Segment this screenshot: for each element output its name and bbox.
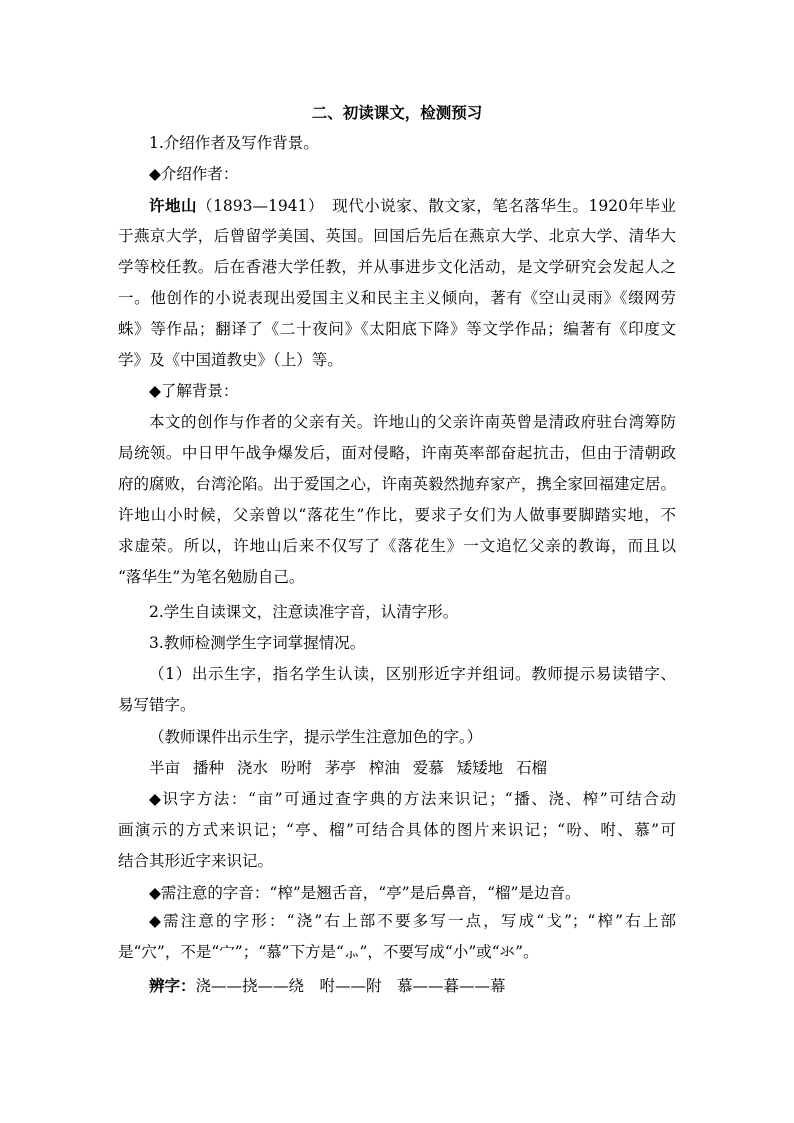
item-3: 3.教师检测学生字词掌握情况。 xyxy=(149,634,366,652)
background-line-5: “落华生”为笔名勉励自己。 xyxy=(118,568,305,586)
word: 爱慕 xyxy=(412,759,444,777)
author-line-4: 蛛》等作品；翻译了《二十夜问》《太阳底下降》等文学作品；编著有《印度文 xyxy=(118,320,676,338)
sub1-line-0: （1）出示生字，指名学生认读，区别形近字并组词。教师提示易读错字、 xyxy=(149,665,676,683)
author-line-5: 学》及《中国道教史》（上）等。 xyxy=(118,351,343,369)
author-line-0: 许地山（1893—1941） 现代小说家、散文家，笔名落华生。1920年毕业 xyxy=(149,196,676,215)
shape-line-1: 是“穴”，不是“宀”；“慕”下方是“⺗”，不要写成“小”或“氺”。 xyxy=(118,943,539,961)
section-heading: 二、初读课文，检测预习 xyxy=(311,103,483,122)
background-line-2: 府的腐败，台湾沦陷。出于爱国之心，许南英毅然抛弃家产，携全家回福建定居。 xyxy=(118,475,677,493)
method-line-0: ◆识字方法：“亩”可通过查字典的方法来识记；“播、浇、榨”可结合动 xyxy=(149,790,676,808)
word: 半亩 xyxy=(149,759,181,777)
shape-line-0: ◆需注意的字形：“浇”右上部不要多写一点，写成“戈”；“榨”右上部 xyxy=(149,912,676,930)
distinguish-line xyxy=(118,970,676,1002)
background-line-0: 本文的创作与作者的父亲有关。许地山的父亲许南英曾是清政府驻台湾筹防 xyxy=(149,413,676,431)
distinguish-label: 辨字： xyxy=(149,976,196,995)
author-line-1: 于燕京大学，后曾留学美国、英国。回国后先后在燕京大学、北京大学、清华大 xyxy=(118,227,676,245)
sub1-note: （教师课件出示生字，提示学生注意加色的字。） xyxy=(149,728,483,746)
word-list xyxy=(118,753,676,784)
distinguish-text: 浇——挠——绕 咐——附 慕——暮——幕 xyxy=(195,977,506,995)
background-label: ◆了解背景： xyxy=(149,382,239,400)
author-name: 许地山 xyxy=(149,196,198,215)
word: 榨油 xyxy=(368,759,400,777)
author-line-2: 学等校任教。后在香港大学任教，并从事进步文化活动，是文学研究会发起人之 xyxy=(118,258,676,276)
word: 矮矮地 xyxy=(456,759,504,777)
background-line-3: 许地山小时候，父亲曾以“落花生”作比，要求子女们为人做事要脚踏实地，不 xyxy=(118,506,676,524)
background-line-4: 求虚荣。所以，许地山后来不仅写了《落花生》一文追忆父亲的教诲，而且以 xyxy=(118,537,676,555)
method-line-2: 结合其形近字来识记。 xyxy=(118,852,274,870)
word: 浇水 xyxy=(236,759,268,777)
author-label: ◆介绍作者： xyxy=(149,165,239,183)
background-line-1: 局统领。中日甲午战争爆发后，面对侵略，许南英率部奋起抗击，但由于清朝政 xyxy=(118,444,676,462)
author-line-3: 一。他创作的小说表现出爱国主义和民主主义倾向，著有《空山灵雨》《缀网劳 xyxy=(118,289,676,307)
word: 石榴 xyxy=(516,759,548,777)
method-line-1: 画演示的方式来识记；“亭、榴”可结合具体的图片来识记；“吩、咐、慕”可 xyxy=(118,821,676,839)
word: 吩咐 xyxy=(280,759,312,777)
word: 茅亭 xyxy=(324,759,356,777)
item-2: 2.学生自读课文，注意读准字音，认清字形。 xyxy=(149,603,459,621)
word: 播种 xyxy=(192,759,224,777)
item-1: 1.介绍作者及写作背景。 xyxy=(149,134,319,152)
sub1-line-1: 易写错字。 xyxy=(118,696,196,714)
pronunciation-note: ◆需注意的字音：“榨”是翘舌音，“亭”是后鼻音，“榴”是边音。 xyxy=(149,884,581,902)
